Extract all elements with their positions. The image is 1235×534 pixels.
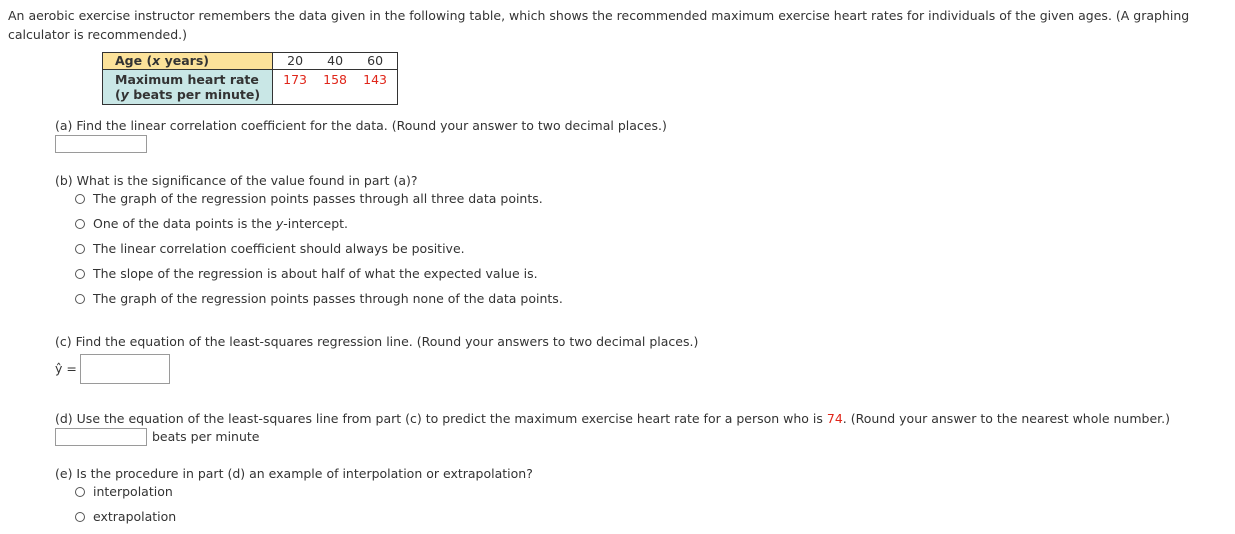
radio-button[interactable] [75,487,85,497]
part-e-question: (e) Is the procedure in part (d) an example of interpolation or extrapolation? [55,466,533,481]
part-c-question: (c) Find the equation of the least-squares regression line. (Round your answers to two decimal places.) [55,334,699,349]
part-b-option[interactable]: The linear correlation coefficient should always be positive. [75,241,465,257]
radio-button[interactable] [75,269,85,279]
radio-button[interactable] [75,244,85,254]
radio-button[interactable] [75,512,85,522]
heart-rate-value: 158 [323,72,347,87]
part-d-question: (d) Use the equation of the least-squares line from part (c) to predict the maximum exercise heart rate for a person who is 74. (Round your answer to the nearest whole number.) [55,411,1170,426]
radio-button[interactable] [75,294,85,304]
part-c-answer-input[interactable] [80,354,170,384]
age-value: 60 [367,53,384,68]
part-d-answer-input[interactable] [55,428,147,446]
part-b-option[interactable]: The graph of the regression points passes through none of the data points. [75,291,563,307]
heart-rate-header: Maximum heart rate (y beats per minute) [103,70,273,105]
table-row-heart-rate [103,70,398,105]
table-row-age [103,53,398,70]
yhat-label: ŷ = [55,361,77,376]
highlighted-age: 74 [826,411,843,426]
part-b-option[interactable]: The graph of the regression points passes through all three data points. [75,191,543,207]
radio-button[interactable] [75,194,85,204]
heart-rate-value: 173 [283,72,307,87]
age-value: 20 [287,53,304,68]
part-b-question: (b) What is the significance of the value found in part (a)? [55,173,418,188]
part-e-option-extrapolation[interactable]: extrapolation [75,509,176,525]
part-a-answer-input[interactable] [55,135,147,153]
problem-intro: An aerobic exercise instructor remembers the data given in the following table, which shows the recommended maximum exercise heart rates for individuals of the given ages. (A graphing calculator is recommended.) [8,8,1190,42]
heart-rate-value: 143 [363,72,387,87]
part-d-unit: beats per minute [152,429,260,444]
data-table [102,52,398,105]
age-value: 40 [327,53,344,68]
part-e-option-interpolation[interactable]: interpolation [75,484,173,500]
age-values [273,53,398,70]
part-a-question: (a) Find the linear correlation coefficient for the data. (Round your answer to two decimal places.) [55,118,667,133]
age-header: Age (x years) [103,53,273,70]
radio-button[interactable] [75,219,85,229]
part-b-option[interactable]: The slope of the regression is about half of what the expected value is. [75,266,538,282]
heart-rate-values [273,70,398,105]
part-b-option[interactable]: One of the data points is the y-intercept. [75,216,348,232]
